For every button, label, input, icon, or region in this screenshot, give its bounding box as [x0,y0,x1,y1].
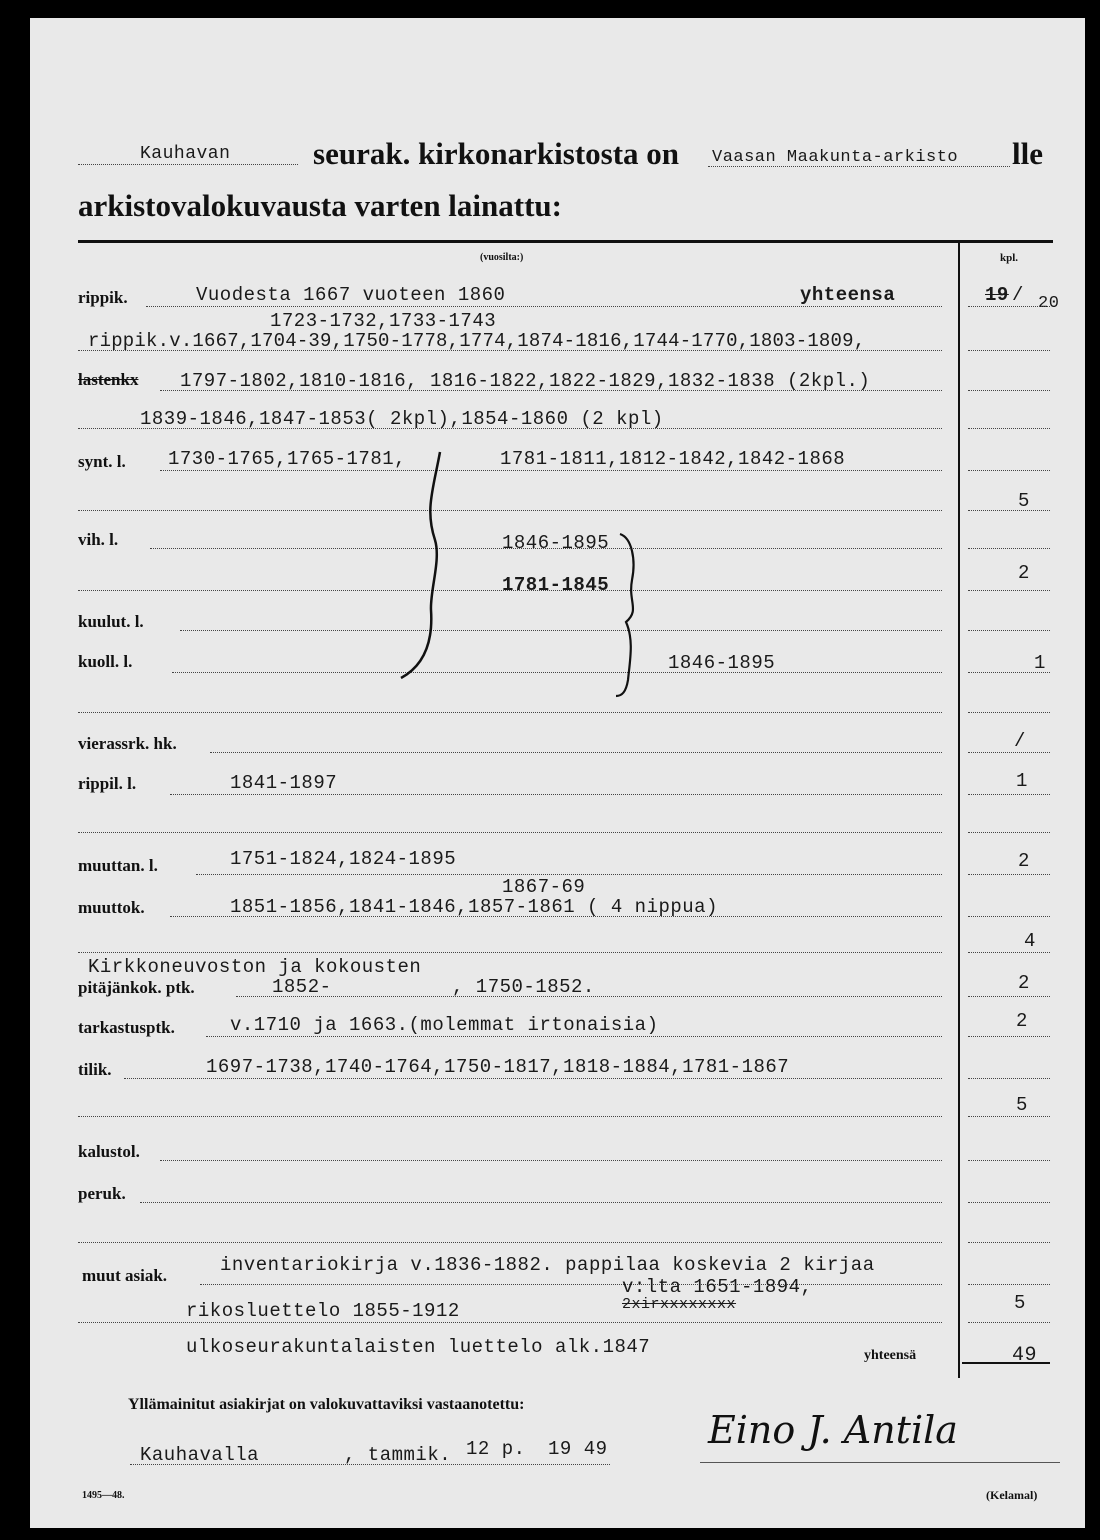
peruk-line [140,1202,942,1203]
rippik-line [146,306,942,307]
brace-left-mark [395,450,455,682]
count-line [968,470,1050,471]
count-line [968,952,1050,953]
muut-line2: rikosluettelo 1855-1912 [186,1300,460,1322]
corner-mark: (Kelamal) [986,1488,1038,1502]
count-2b: 2 [1018,850,1030,872]
date-line [130,1464,610,1465]
total-label: yhteensä [864,1348,917,1363]
lastenk-line1-rule [160,390,942,391]
count-line [968,590,1050,591]
signature: Eino J. Antila [708,1408,958,1452]
count-slash: / [1014,730,1026,752]
count-1b: 1 [1016,770,1028,792]
tilik-label: tilik. [78,1060,112,1079]
count-line [968,1242,1050,1243]
mid-value: 1781-1845 [502,574,610,596]
date-year: 19 49 [548,1438,608,1460]
rippik-line2: rippik.v.1667,1704-39,1750-1778,1774,1874-1816,1744-1770,1803-1809, [88,330,866,352]
muut-line2b: 2xirxxxxxxxx [622,1296,737,1313]
rippik-count: 20 [1038,294,1060,313]
blank-line [78,510,942,511]
brace-right-mark [612,530,652,700]
lastenk-line2-rule [78,428,942,429]
blank-line [78,952,942,953]
count-line [968,996,1050,997]
synt-line [160,470,942,471]
kuoll-line [172,672,942,673]
muuttok-value: 1851-1856,1841-1846,1857-1861 ( 4 nippua) [230,896,718,918]
count-2d: 2 [1016,1010,1028,1032]
form-code: 1495—48. [82,1490,125,1501]
muuttan-label: muuttan. l. [78,856,158,875]
synt-label: synt. l. [78,452,126,471]
muuttan-line [196,874,942,875]
kalustol-line [160,1160,942,1161]
count-5b: 5 [1016,1094,1028,1116]
tarkastus-value: v.1710 ja 1663.(molemmat irtonaisia) [230,1014,659,1036]
kirkkoneuvosto-line: Kirkkoneuvoston ja kokousten [88,956,422,978]
count-line [968,874,1050,875]
blank-line [78,1242,942,1243]
rippik-count-struck: 19 [985,284,1009,306]
muuttok-label: muuttok. [78,898,145,917]
header-line2: arkistovalokuvausta varten lainattu: [78,188,562,223]
muut-line3: ulkoseurakuntalaisten luettelo alk.1847 [186,1336,651,1358]
recipient-name: Vaasan Maakunta-arkisto [712,148,959,167]
count-line [968,548,1050,549]
rippik-label: rippik. [78,288,128,307]
muut-line1b: v:lta 1651-1894, [622,1276,813,1298]
total-value: 49 [1012,1344,1038,1367]
muut-label: muut asiak. [82,1266,168,1285]
signature-line [700,1462,1060,1463]
count-4: 4 [1024,930,1036,952]
count-column-label: kpl. [1000,252,1019,264]
tarkastus-line [206,1036,942,1037]
blank-line [78,712,942,713]
date-month: , tammik. [344,1444,452,1466]
kuoll-label: kuoll. l. [78,652,133,671]
tarkastus-label: tarkastusptk. [78,1018,175,1037]
synt-value-b: 1781-1811,1812-1842,1842-1868 [500,448,846,470]
header-suffix: lle [1012,136,1043,171]
pitajankok-value-a: 1852- [272,976,332,998]
parish-name: Kauhavan [140,144,231,164]
count-5c: 5 [1014,1292,1026,1314]
vierassrk-label: vierassrk. hk. [78,734,177,753]
count-line [968,1036,1050,1037]
count-slash-symbol: / [1012,284,1024,306]
kuulut-line [180,630,942,631]
count-line [968,1116,1050,1117]
count-line [968,916,1050,917]
count-line [968,1078,1050,1079]
count-column-rule [958,243,960,1378]
rippik-total-label: yhteensa [800,284,896,306]
blank-line [78,832,942,833]
count-line [968,752,1050,753]
kuoll-value: 1846-1895 [668,652,776,674]
kalustol-label: kalustol. [78,1142,140,1161]
pitajankok-label: pitäjänkok. ptk. [78,978,195,997]
count-line [968,306,1050,307]
tilik-line [124,1078,942,1079]
count-line [968,672,1050,673]
top-rule [78,240,1053,243]
count-line [968,794,1050,795]
count-line [968,1284,1050,1285]
pitajankok-value-b: , 1750-1852. [452,976,595,998]
muut-line [200,1284,942,1285]
synt-value-a: 1730-1765,1765-1781, [168,448,407,470]
lastenk-line1: 1797-1802,1810-1816, 1816-1822,1822-1829,1832-1838 (2kpl.) [180,370,871,392]
blank-line [78,1322,942,1323]
muuttok-insertion: 1867-69 [502,876,586,898]
count-line [968,832,1050,833]
count-1a: 1 [1034,652,1046,674]
count-line [968,350,1050,351]
vih-value: 1846-1895 [502,532,610,554]
parish-line [78,164,298,165]
rippik-insertion: 1723-1732,1733-1743 [270,310,497,332]
count-line [968,1160,1050,1161]
lastenk-label: lastenkx [78,370,139,389]
blank-line [78,1116,942,1117]
vih-label: vih. l. [78,530,119,549]
date-day: 12 p. [466,1438,526,1460]
vierassrk-line [210,752,942,753]
kuulut-label: kuulut. l. [78,612,144,631]
peruk-label: peruk. [78,1184,126,1203]
muuttan-value: 1751-1824,1824-1895 [230,848,457,870]
count-5a: 5 [1018,490,1030,512]
place-name: Kauhavalla [140,1444,260,1466]
lastenk-line2: 1839-1846,1847-1853( 2kpl),1854-1860 (2 kpl) [140,408,664,430]
rippil-line [170,794,942,795]
count-line [968,510,1050,511]
rippil-label: rippil. l. [78,774,137,793]
muut-line1: inventariokirja v.1836-1882. pappilaa koskevia 2 kirjaa [220,1254,875,1276]
count-2a: 2 [1018,562,1030,584]
count-2c: 2 [1018,972,1030,994]
count-line [968,1202,1050,1203]
tilik-value: 1697-1738,1740-1764,1750-1817,1818-1884,1781-1867 [206,1056,790,1078]
count-line [968,428,1050,429]
rippik-value: Vuodesta 1667 vuoteen 1860 [196,284,506,306]
count-line [968,712,1050,713]
rippil-value: 1841-1897 [230,772,338,794]
rippik-line2-rule [78,350,942,351]
count-line [968,390,1050,391]
count-line [968,630,1050,631]
header-line1: seurak. kirkonarkistosta on [313,136,680,171]
years-column-label: (vuosilta:) [480,252,524,263]
received-statement: Yllämainitut asiakirjat on valokuvattaviksi vastaanotettu: [128,1396,525,1413]
count-line [968,1322,1050,1323]
